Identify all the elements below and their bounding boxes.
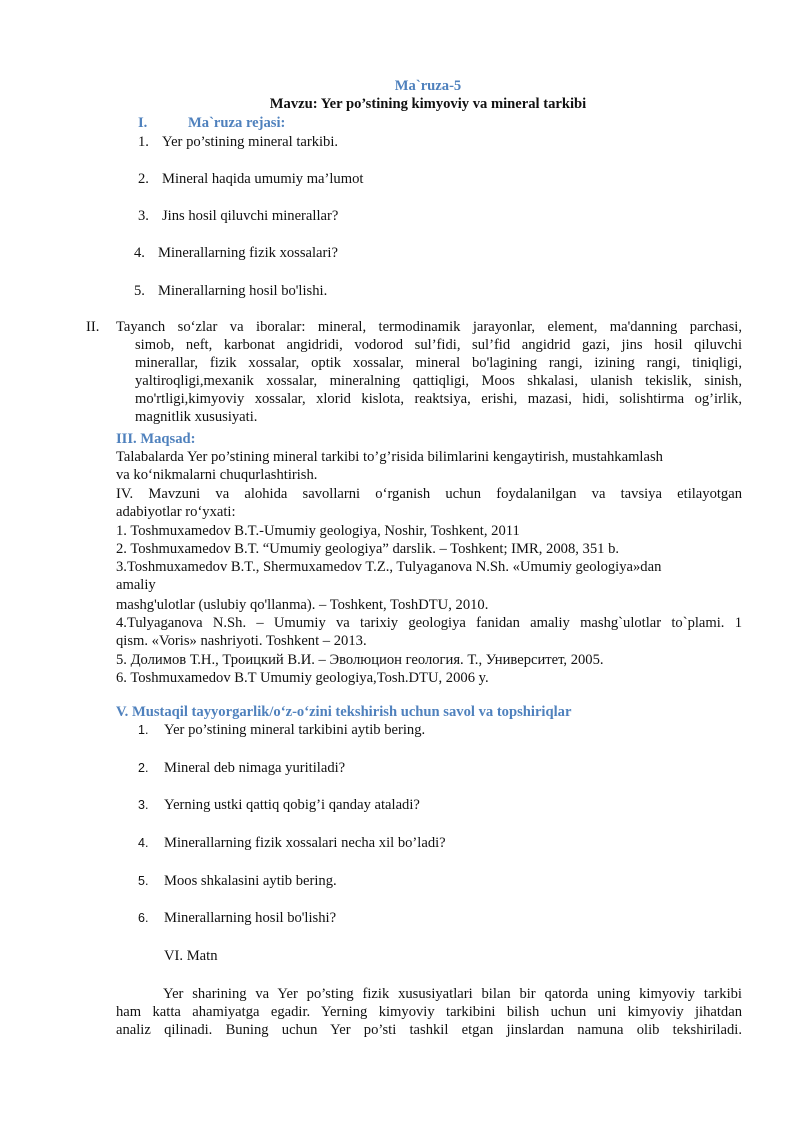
reference-item: 6. Toshmuxamedov B.T Umumiy geologiya,Tosh.DTU, 2006 y. [116, 670, 489, 686]
references-intro-line: adabiyotlar ro‘yxati: [116, 504, 236, 520]
plan-item: 2. Mineral haqida umumiy ma’lumot [138, 171, 364, 187]
lecture-topic: Mavzu: Yer po’stining kimyoviy va mineral tarkibi [269, 96, 587, 112]
keywords-line: yaltiroqligi,mexanik xossalar, mineralning qattiqligi, Moos shkalasi, ulanish tekislik, sinish, [135, 373, 742, 389]
reference-item: 4.Tulyaganova N.Sh. – Umumiy va tarixiy geologiya fanidan amaliy mashg`ulotlar to`plami. 1 [116, 615, 742, 631]
plan-title: Ma`ruza rejasi: [188, 115, 286, 131]
plan-item: 1. Yer po’stining mineral tarkibi. [138, 134, 339, 150]
text-line: ham katta ahamiyatga egadir. Yerning kimyoviy tarkibini bilish uchun uni kimyoviy jihatdan [116, 1004, 742, 1020]
reference-item: 1. Toshmuxamedov B.T.-Umumiy geologiya, Noshir, Toshkent, 2011 [116, 523, 520, 539]
question-item: 5. Moos shkalasini aytib bering. [138, 873, 337, 889]
text-section-paragraph [116, 985, 742, 1039]
reference-item: 5. Долимов Т.Н., Троицкий В.И. – Эволюцион геология. Т., Университет, 2005. [116, 652, 604, 668]
keywords-line: magnitlik xususiyati. [135, 409, 258, 425]
keywords-line: Tayanch so‘zlar va iboralar: mineral, termodinamik jarayonlar, element, ma'danning parchasi, [116, 319, 742, 335]
reference-item: amaliy [116, 577, 156, 593]
plan-item: 3. Jins hosil qiluvchi minerallar? [138, 208, 339, 224]
keywords-paragraph [116, 318, 742, 426]
questions-title: V. Mustaqil tayyorgarlik/o‘z-o‘zini tekshirish uchun savol va topshiriqlar [116, 704, 572, 720]
plan-item: 5. Minerallarning hosil bo'lishi. [134, 283, 328, 299]
keywords-numeral: II. [86, 319, 100, 335]
reference-item: qism. «Voris» nashriyoti. Toshkent – 2013. [116, 633, 367, 649]
plan-numeral: I. [138, 115, 148, 131]
keywords-line: mo'rtligi,kimyoviy xossalar, xlorid kislota, reaktsiya, erishi, mazasi, hidi, solishtirma og’irlik, [135, 391, 742, 407]
goal-title: III. Maqsad: [116, 431, 196, 447]
keywords-line: minerallar, fizik xossalar, optik xossalar, mineral bo'lagining rangi, izining rangi, tiniqligi, [135, 355, 742, 371]
text-section-title: VI. Matn [164, 948, 218, 964]
plan-item: 4. Minerallarning fizik xossalari? [134, 245, 338, 261]
text-line: Yer sharining va Yer po’sting fizik xususiyatlari bilan bir qatorda uning kimyoviy tarkibi [163, 986, 742, 1002]
reference-item: mashg'ulotlar (uslubiy qo'llanma). – Toshkent, ToshDTU, 2010. [116, 597, 489, 613]
lecture-number: Ma`ruza-5 [394, 78, 462, 94]
reference-item: 3.Toshmuxamedov B.T., Shermuxamedov T.Z., Tulyaganova N.Sh. «Umumiy geologiya»dan [116, 559, 662, 575]
question-item: 2. Mineral deb nimaga yuritiladi? [138, 760, 346, 776]
text-line: analiz qilinadi. Buning uchun Yer po’sti tashkil etgan jinslardan namuna olib tekshiriladi. [116, 1022, 742, 1038]
reference-item-block [116, 614, 742, 650]
keywords-line: simob, neft, karbonat angidridi, vodorod sul’fidi, sul’fid angidrid gazi, jins hosil qiluvchi [135, 337, 742, 353]
goal-line: Talabalarda Yer po’stining mineral tarkibi to’g’risida bilimlarini kengaytirish, mustahkamlash [116, 449, 663, 465]
question-item: 3. Yerning ustki qattiq qobig’i qanday ataladi? [138, 797, 420, 813]
references-intro [116, 485, 742, 521]
question-item: 1. Yer po’stining mineral tarkibini aytib bering. [138, 722, 426, 738]
references-intro-line: IV. Mavzuni va alohida savollarni o‘rganish uchun foydalanilgan va tavsiya etilayotgan [116, 486, 742, 502]
goal-line: va ko‘nikmalarni chuqurlashtirish. [116, 467, 318, 483]
question-item: 6. Minerallarning hosil bo'lishi? [138, 910, 337, 926]
reference-item: 2. Toshmuxamedov B.T. “Umumiy geologiya” darslik. – Toshkent; IMR, 2008, 351 b. [116, 541, 620, 557]
question-item: 4. Minerallarning fizik xossalari necha xil bo’ladi? [138, 835, 446, 851]
